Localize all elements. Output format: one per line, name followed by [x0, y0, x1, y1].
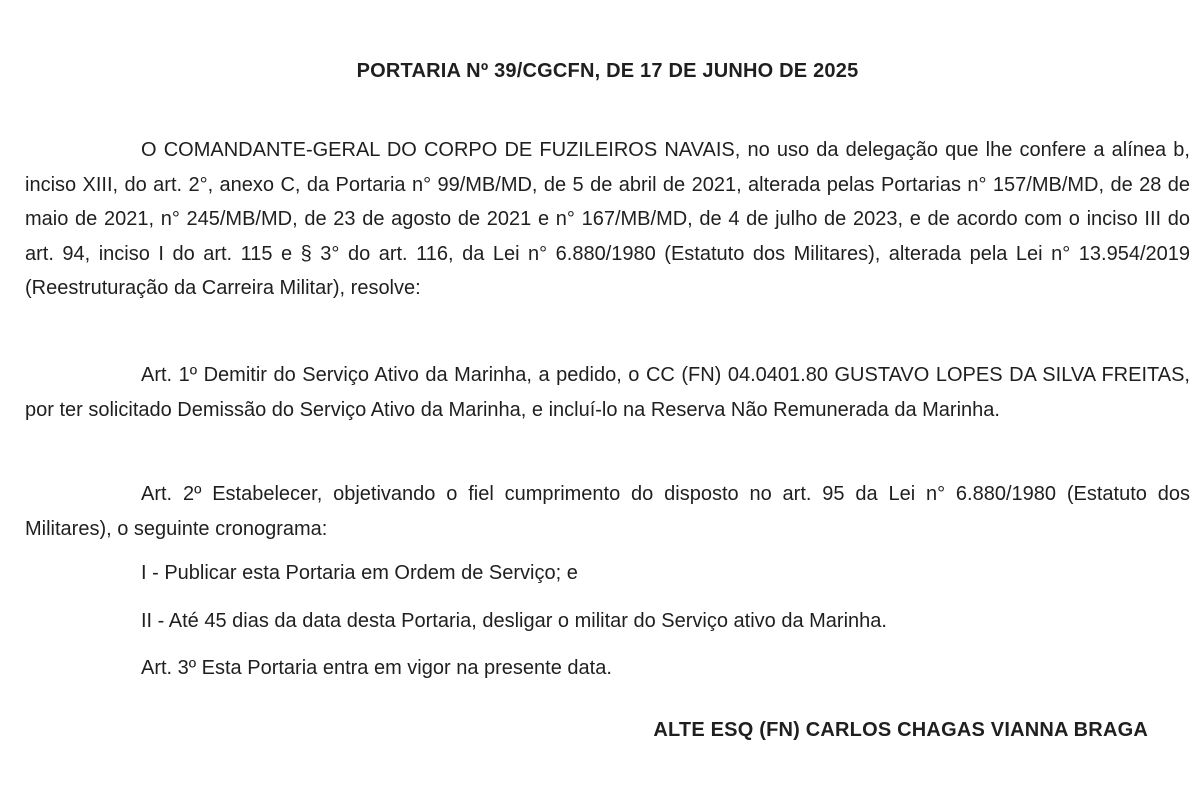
- preamble-paragraph: O COMANDANTE-GERAL DO CORPO DE FUZILEIROS NAVAIS, no uso da delegação que lhe confere a alínea b, inciso XIII, do art. 2°, anexo C, da Portaria n° 99/MB/MD, de 5 de abril de 2021, alterada pelas Portarias n° 157/MB/MD, de 28 de maio de 2021, n° 245/MB/MD, de 23 de agosto de 2021 e n° 167/MB/MD, de 4 de julho de 2023, e de acordo com o inciso III do art. 94, inciso I do art. 115 e § 3° do art. 116, da Lei n° 6.880/1980 (Estatuto dos Militares), alterada pela Lei n° 13.954/2019 (Reestruturação da Carreira Militar), resolve:: [25, 139, 1190, 300]
- document-title: PORTARIA Nº 39/CGCFN, DE 17 DE JUNHO DE 2025: [356, 60, 859, 82]
- article-1-paragraph: Art. 1º Demitir do Serviço Ativo da Marinha, a pedido, o CC (FN) 04.0401.80 GUSTAVO LOPES DA SILVA FREITAS, por ter solicitado Demissão do Serviço Ativo da Marinha, e incluí-lo na Reserva Não Remunerada da Marinha.: [25, 364, 1190, 421]
- schedule-item-i: I - Publicar esta Portaria em Ordem de Serviço; e: [141, 562, 578, 584]
- article-2-paragraph: Art. 2º Estabelecer, objetivando o fiel cumprimento do disposto no art. 95 da Lei n° 6.880/1980 (Estatuto dos Militares), o seguinte cronograma:: [25, 483, 1190, 540]
- document-page: [25, 0, 1190, 800]
- article-3-paragraph: Art. 3º Esta Portaria entra em vigor na presente data.: [141, 657, 612, 679]
- signature-name: ALTE ESQ (FN) CARLOS CHAGAS VIANNA BRAGA: [653, 719, 1148, 741]
- schedule-item-ii: II - Até 45 dias da data desta Portaria, desligar o militar do Serviço ativo da Marinha.: [141, 610, 887, 632]
